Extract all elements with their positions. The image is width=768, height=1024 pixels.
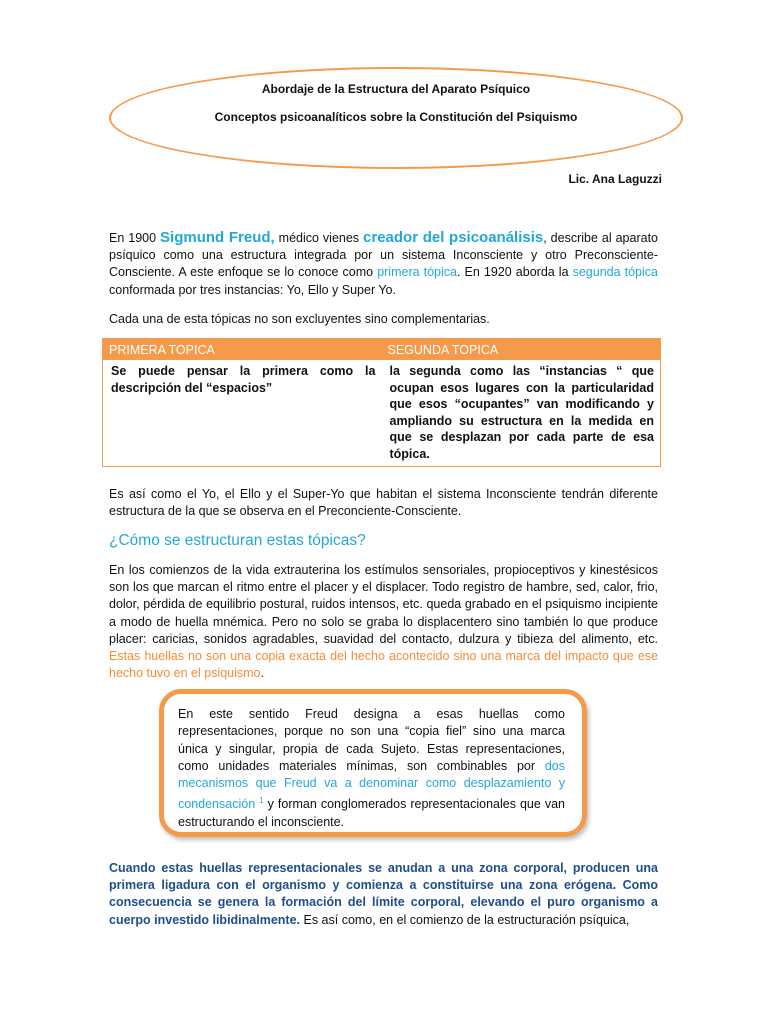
huellas-highlight: Estas huellas no son una copia exacta del hecho acontecido sino una marca del impacto que ese hecho tuvo en el psiquismo [109, 649, 658, 681]
table-cell-segunda: la segunda como las “instancias “ que ocupan esos lugares con la particularidad que esos “ocupantes” van modificando y ampliando su estructura en la medida en que se desplazan por cada parte de esa tópica. [389, 364, 654, 461]
table-row [103, 360, 661, 467]
segunda-topica-highlight: segunda tópica [572, 265, 659, 280]
primera-topica-highlight: primera tópica [377, 265, 457, 280]
topics-table [102, 338, 661, 467]
final-text: Es así como, en el comienzo de la estructuración psíquica, [300, 912, 630, 927]
table-header-segunda: SEGUNDA TOPICA [382, 339, 661, 361]
author-name: Lic. Ana Laguzzi [568, 172, 662, 186]
callout-text [178, 706, 565, 831]
intro-text: médico vienes [274, 231, 364, 245]
table-header-primera: PRIMERA TOPICA [103, 339, 382, 361]
document-subtitle: Conceptos psicoanalíticos sobre la Constitución del Psiquismo [214, 110, 578, 124]
table-cell-primera: Se puede pensar la primera como la descripción del “espacios” [111, 364, 376, 395]
body-text: En los comienzos de la vida extrauterina los estímulos sensoriales, propioceptivos y kinestésicos son los que marcan el ritmo entre el placer y el displacer. Todo registro de hambre, sed, calor, frio, dolor, pérdida de equilibrio postural, ruidos intensos, etc. queda grabado en el psiquismo incipiente a modo de huella mnémica. Pero no solo se graba lo displacentero sino también lo que produce placer: caricias, sonidos agradables, suavidad del contacto, dulzura y tibieza del alimento, etc. [109, 563, 658, 646]
document-title: Abordaje de la Estructura del Aparato Psíquico [261, 82, 531, 96]
yo-ello-paragraph: Es así como el Yo, el Ello y el Super-Yo que habitan el sistema Inconsciente tendrán diferente estructura de la que se observa en el Preconciente-Consciente. [109, 487, 658, 519]
body-paragraph [109, 562, 658, 682]
creador-highlight: creador del psicoanálisis [363, 229, 544, 246]
table-header-row [103, 339, 661, 361]
section-heading: ¿Cómo se estructuran estas tópicas? [109, 532, 366, 549]
freud-highlight: Sigmund Freud, [160, 229, 275, 246]
intro-text: . En 1920 aborda la [457, 265, 573, 280]
intro-paragraph [109, 229, 658, 299]
intro-text: conformada por tres instancias: Yo, Ello y Super Yo. [109, 282, 396, 297]
footnote-ref[interactable]: 1 [259, 796, 264, 806]
callout-text-part: En este sentido Freud designa a esas huellas como representaciones, porque no son una “copia fiel” sino una marca única y singular, propia de cada Sujeto. Estas representaciones, como unidades materiales mínimas, son combinables por [178, 707, 565, 773]
callout-text-part: y forman conglomerados representacionales que van estructurando el inconsciente. [178, 797, 565, 829]
final-blue-text: Cuando estas huellas representacionales se anudan a una zona corporal, producen una primera ligadura con el organismo y comienza a constituirse una zona erógena. Como consecuencia se genera la formación del límite corporal, elevando el puro organismo a cuerpo investido libidinalmente. [109, 861, 658, 927]
mecanismos-highlight: dos mecanismos que Freud va a denominar como desplazamiento y condensación [178, 758, 565, 812]
intro-text: En 1900 [109, 231, 161, 245]
complementary-paragraph: Cada una de esta tópicas no son excluyentes sino complementarias. [109, 312, 490, 326]
final-paragraph [109, 860, 658, 929]
intro-text: , describe al aparato psíquico como una estructura integrada por un sistema Inconsciente y otro Preconsciente- Consciente. A este enfoque se lo conoce como [109, 231, 658, 280]
body-text: . [260, 666, 264, 681]
